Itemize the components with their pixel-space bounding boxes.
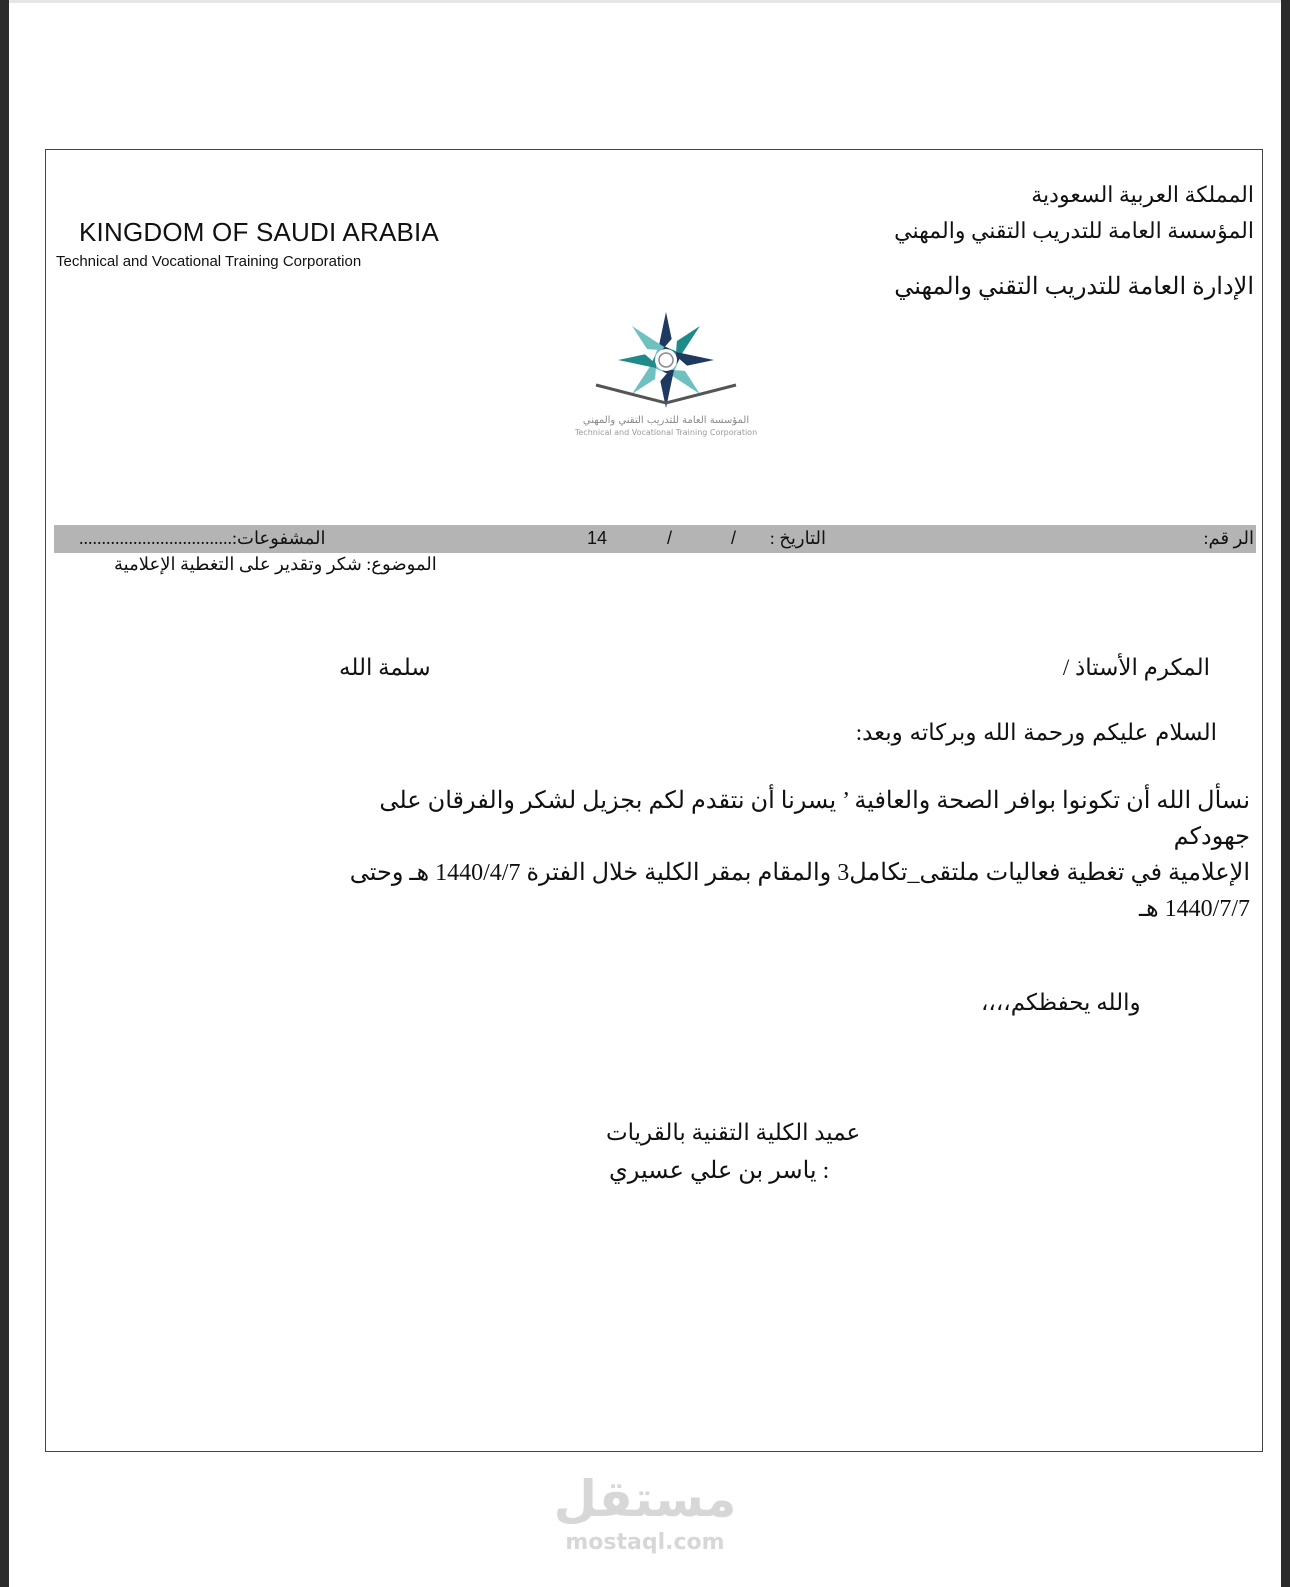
date-label: التاريخ : bbox=[769, 528, 826, 548]
letter-body-line: الإعلامية في تغطية فعاليات ملتقى_تكامل3 والمقام بمقر الكلية خلال الفترة 1440/4/7 هـ وحتى bbox=[349, 860, 1250, 886]
tvtc-logo-icon bbox=[551, 305, 781, 440]
letter-page bbox=[45, 149, 1263, 1452]
mostaql-watermark bbox=[540, 1470, 750, 1560]
letter-subject: الموضوع: شكر وتقدير على التغطية الإعلامية bbox=[114, 554, 437, 574]
watermark-en: mostaql.com bbox=[565, 1530, 725, 1555]
letter-greeting: السلام عليكم ورحمة الله وبركاته وبعد: bbox=[855, 720, 1217, 745]
letter-body-line: 1440/7/7 هـ bbox=[1138, 896, 1250, 922]
date-separator: / bbox=[667, 528, 673, 548]
header-ar-corporation: المؤسسة العامة للتدريب التقني والمهني bbox=[894, 218, 1254, 243]
screen-edge-left bbox=[0, 0, 9, 1587]
reference-info-bar bbox=[54, 525, 1256, 553]
screen-edge-top bbox=[9, 0, 1281, 3]
letter-salam: سلمة الله bbox=[339, 655, 431, 680]
header-en-corporation: Technical and Vocational Training Corporation bbox=[56, 253, 362, 270]
reference-number-label: الر قم: bbox=[1203, 528, 1254, 548]
date-day: 14 bbox=[587, 528, 608, 548]
header-en-country: KINGDOM OF SAUDI ARABIA bbox=[79, 217, 439, 247]
logo-caption-ar: المؤسسة العامة للتدريب التقني والمهني bbox=[582, 415, 750, 426]
signatory-name: : ياسر بن علي عسيري bbox=[609, 1158, 830, 1184]
letter-body-line: نسأل الله أن تكونوا بوافر الصحة والعافية ’ يسرنا أن نتقدم لكم بجزيل لشكر والفرقان على جهودكم bbox=[379, 788, 1250, 850]
logo-caption-en: Technical and Vocational Training Corporation bbox=[574, 428, 758, 437]
header-ar-country: المملكة العربية السعودية bbox=[1031, 182, 1254, 207]
letter-salutation: المكرم الأستاذ / bbox=[1062, 655, 1210, 680]
attachments-label: المشفوعات:.................................. bbox=[79, 528, 326, 548]
letter-body bbox=[300, 783, 1250, 927]
date-separator: / bbox=[731, 528, 737, 548]
signatory-title: عميد الكلية التقنية بالقريات bbox=[606, 1120, 861, 1145]
screen-edge-right bbox=[1281, 0, 1290, 1587]
header-ar-department: الإدارة العامة للتدريب التقني والمهني bbox=[894, 274, 1254, 300]
watermark-ar: مستقل bbox=[553, 1470, 737, 1528]
letter-closing: والله يحفظكم،،،، bbox=[981, 990, 1141, 1015]
tvtc-logo bbox=[551, 305, 781, 440]
